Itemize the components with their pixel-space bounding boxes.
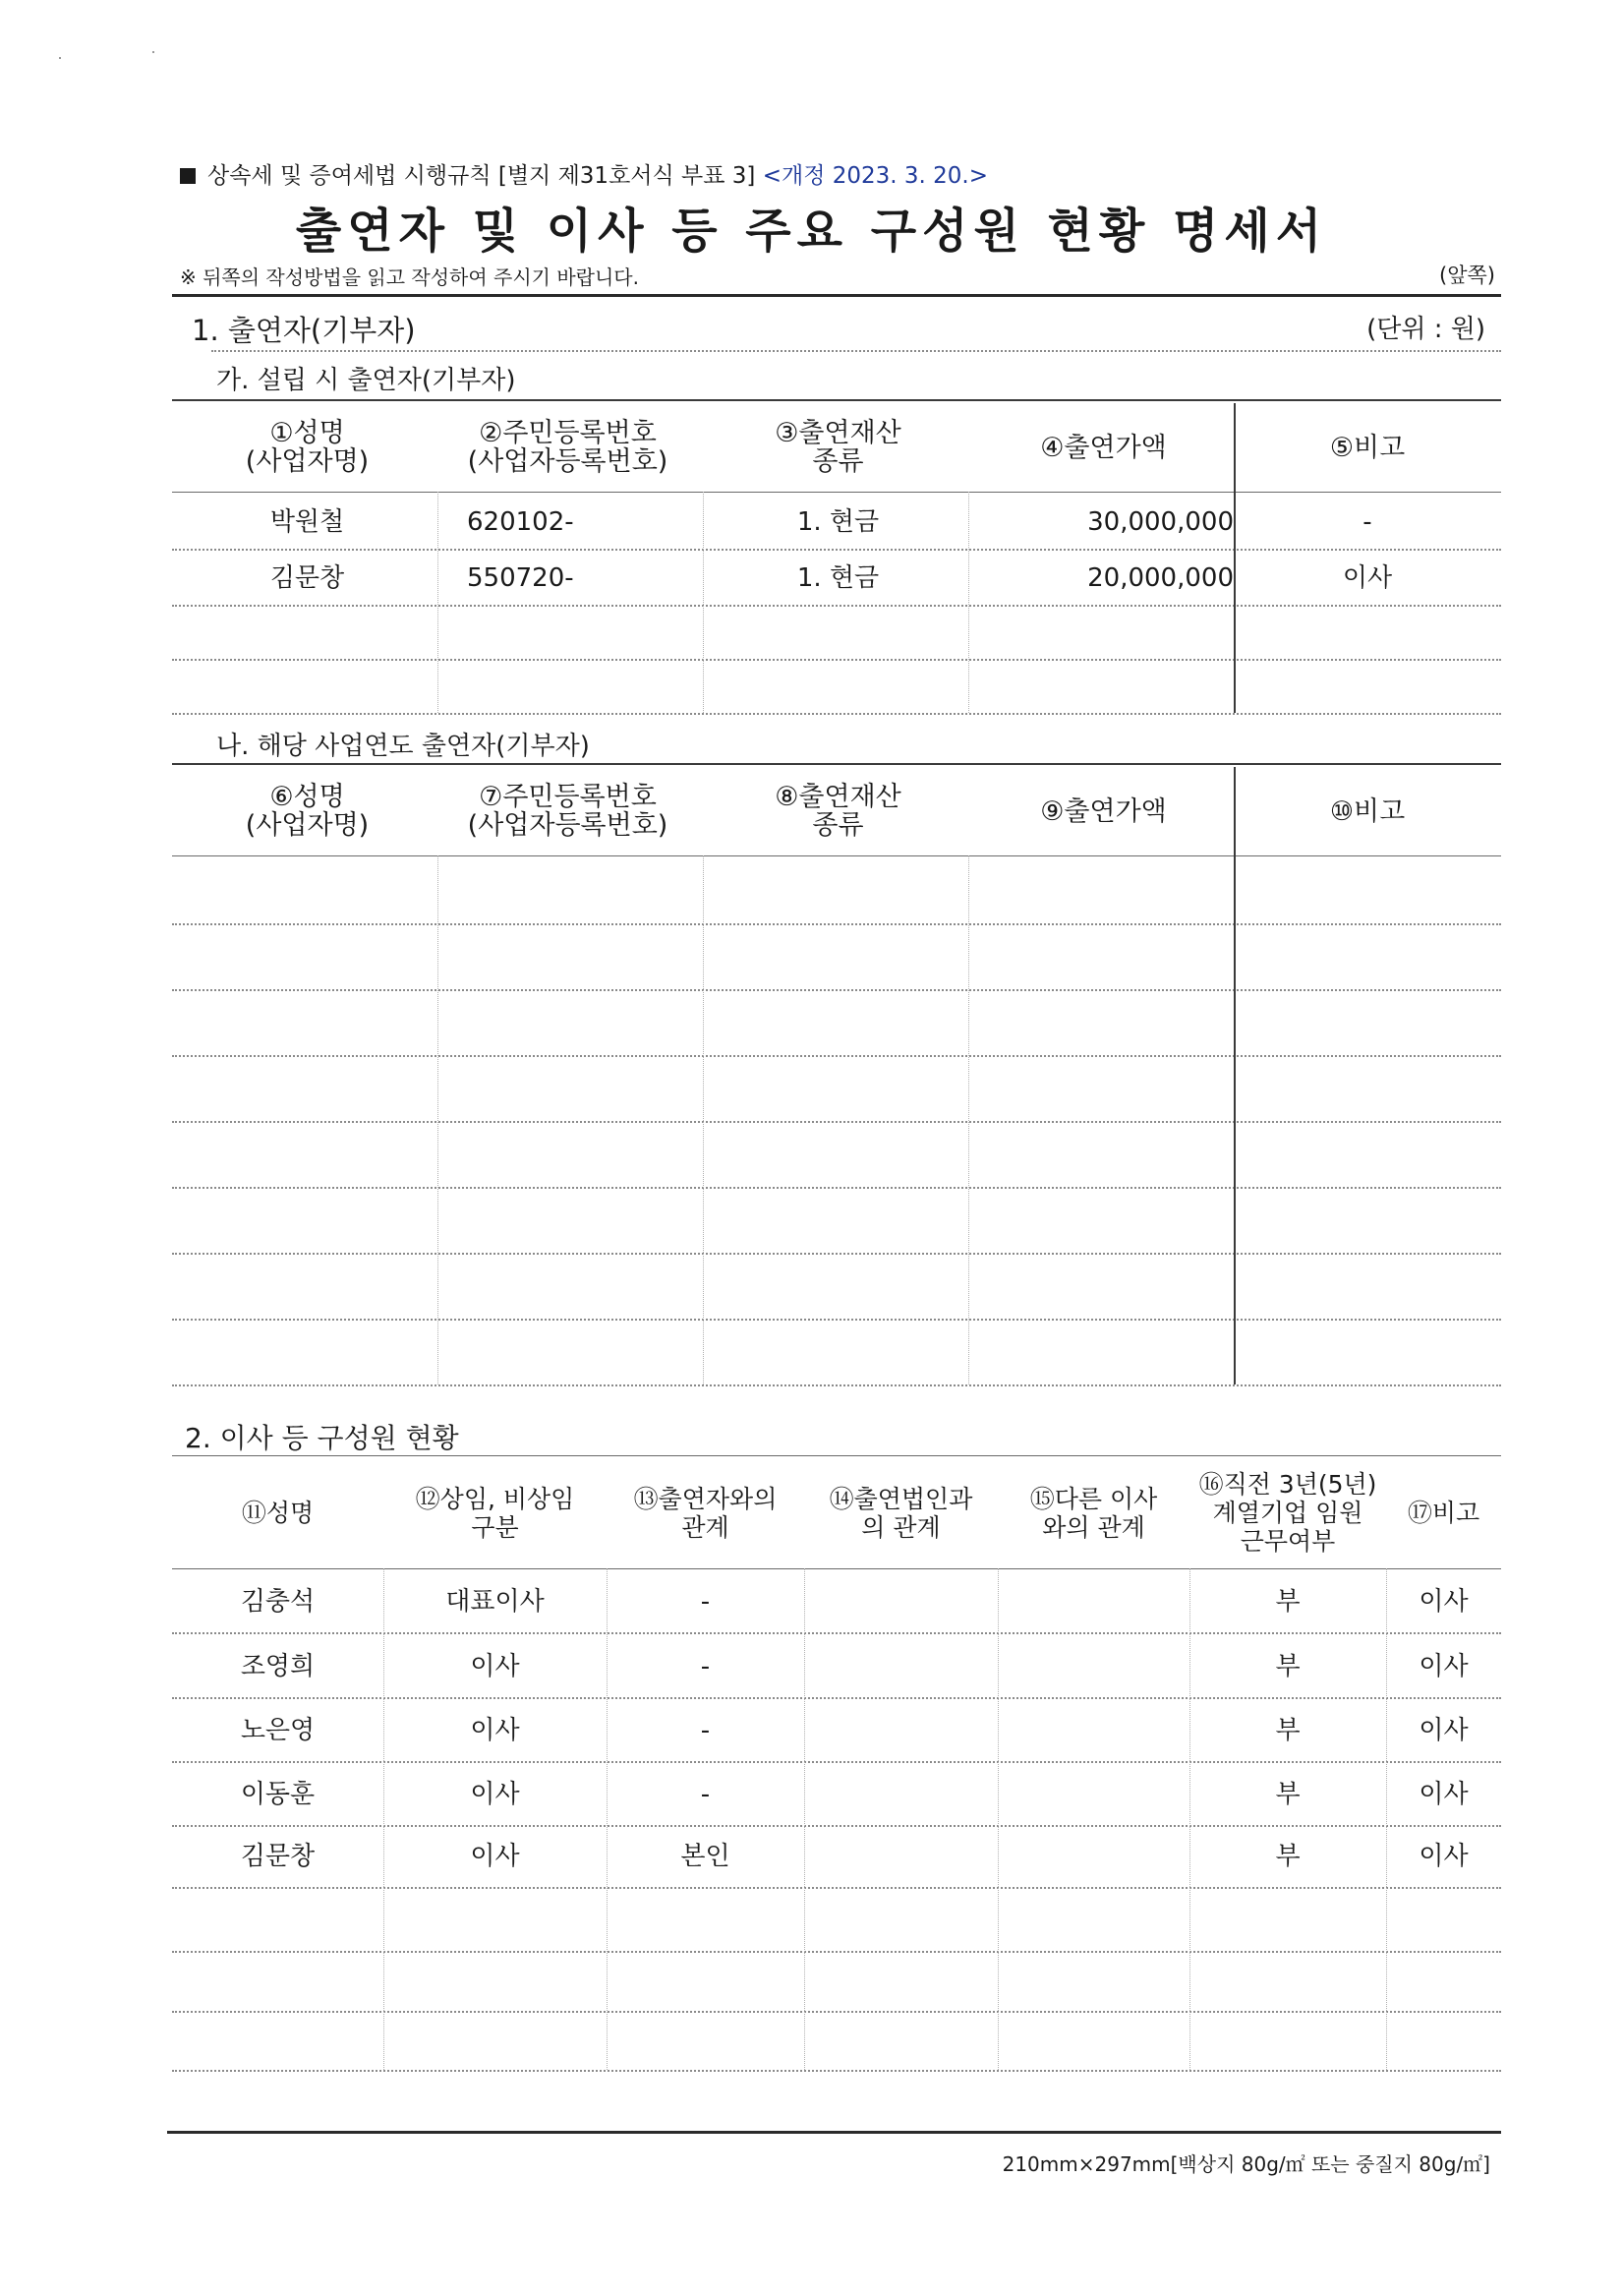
- table-cell: [1189, 2009, 1386, 2070]
- table-cell: 이사: [470, 1652, 520, 1681]
- table-cell: [1234, 1320, 1501, 1384]
- table-cell: [1234, 659, 1501, 713]
- table-header-2: ⑫상임, 비상임 구분: [415, 1484, 575, 1542]
- table-cell: [433, 858, 703, 923]
- table-cell: [804, 1571, 998, 1632]
- table-cell: [433, 1320, 703, 1384]
- table-cell: [703, 1056, 973, 1121]
- table-row-line: [172, 1632, 1501, 1634]
- table-header-1: ⑪성명: [241, 1499, 315, 1527]
- table-header-4: ④출연가액: [1040, 432, 1167, 463]
- table-cell: [182, 1320, 433, 1384]
- table-cell: [998, 1636, 1189, 1697]
- table-cell: [973, 1320, 1234, 1384]
- table-cell: [973, 1188, 1234, 1253]
- table-cell: [703, 605, 973, 659]
- table-cell: [804, 2009, 998, 2070]
- table-cell: 이사: [470, 1780, 520, 1809]
- scan-speck: [59, 57, 61, 59]
- table-cell: 김문창: [269, 562, 345, 593]
- table-cell: [804, 1700, 998, 1761]
- page-side-label: (앞쪽): [1439, 264, 1495, 287]
- table-cell: [804, 1890, 998, 1951]
- scan-speck: [152, 51, 154, 53]
- table-cell: [433, 990, 703, 1055]
- column-divider: [703, 855, 704, 1384]
- table-cell: -: [700, 1716, 711, 1745]
- table-row-line: [172, 1761, 1501, 1763]
- table-cell: 이사: [1419, 1652, 1469, 1681]
- part-a-top-line: [172, 399, 1501, 401]
- table-cell: [182, 990, 433, 1055]
- table-cell: [998, 1890, 1189, 1951]
- table-cell: 이동훈: [240, 1780, 316, 1809]
- column-divider: [968, 855, 969, 1384]
- table-cell: [182, 605, 433, 659]
- table-row-line: [172, 1384, 1501, 1386]
- column-divider: [703, 492, 704, 713]
- remarks-column-divider: [1234, 403, 1236, 713]
- table-cell: [1234, 1188, 1501, 1253]
- column-divider: [607, 1568, 608, 2070]
- table-cell: [182, 1254, 433, 1319]
- table-cell: -: [1362, 506, 1372, 537]
- table-cell: 김문창: [240, 1842, 316, 1871]
- part-a-title: 가. 설립 시 출연자(기부자): [216, 366, 516, 395]
- table-cell: [998, 1764, 1189, 1825]
- table-cell: [973, 659, 1238, 713]
- table-cell: [998, 1826, 1189, 1887]
- table-cell: [804, 1636, 998, 1697]
- table-cell: 1. 현금: [796, 562, 880, 593]
- form-source: [180, 157, 988, 190]
- table-cell: 부: [1275, 1716, 1301, 1745]
- table-cell: 부: [1275, 1652, 1301, 1681]
- part-b-top-line: [172, 763, 1501, 765]
- table-cell: [433, 659, 737, 713]
- table-cell: 620102-: [467, 506, 574, 537]
- header-bottom-line: [172, 492, 1501, 493]
- table-cell: [973, 990, 1234, 1055]
- table-cell: [998, 2009, 1189, 2070]
- table-cell: [703, 659, 973, 713]
- section1-title: 1. 출연자(기부자): [192, 314, 416, 347]
- table-header-5: ⑩비고: [1329, 795, 1406, 827]
- table-header-2: ⑦주민등록번호 (사업자등록번호): [467, 782, 668, 841]
- column-divider: [998, 1568, 999, 2070]
- table-cell: 이사: [1419, 1842, 1469, 1871]
- table-cell: [1234, 605, 1501, 659]
- table-cell: 부: [1275, 1842, 1301, 1871]
- table-cell: [433, 605, 737, 659]
- column-divider: [1189, 1568, 1190, 2070]
- table-cell: [703, 1188, 973, 1253]
- table-cell: [998, 1571, 1189, 1632]
- table-row-line: [172, 1697, 1501, 1699]
- table-cell: [703, 1320, 973, 1384]
- table-cell: [804, 1826, 998, 1887]
- table-cell: [433, 1056, 703, 1121]
- section1-divider: [211, 350, 1501, 352]
- table-cell: [703, 858, 973, 923]
- table-cell: [383, 1950, 607, 2011]
- remarks-column-divider: [1234, 767, 1236, 1384]
- table-header-1: ⑥성명 (사업자명): [245, 782, 370, 841]
- table-cell: 이사: [1342, 562, 1393, 593]
- table-cell: [703, 990, 973, 1055]
- table-cell: [182, 1056, 433, 1121]
- table-cell: [1234, 1056, 1501, 1121]
- table-cell: 노은영: [240, 1716, 316, 1745]
- form-source-text: 상속세 및 증여세법 시행규칙 [별지 제31호서식 부표 3]: [207, 163, 756, 189]
- section2-title: 2. 이사 등 구성원 현황: [185, 1422, 459, 1454]
- table-cell: 20,000,000: [1087, 562, 1234, 593]
- table-header-5: ⑮다른 이사 와의 관계: [1029, 1484, 1158, 1542]
- header-bottom-line: [172, 855, 1501, 856]
- table-cell: [1386, 1890, 1501, 1951]
- table-cell: 김충석: [240, 1587, 316, 1617]
- table-header-4: ⑭출연법인과 의 관계: [829, 1484, 973, 1542]
- table-cell: [804, 1950, 998, 2011]
- footer-divider: [167, 2131, 1501, 2134]
- table-cell: [973, 924, 1234, 989]
- table-cell: [607, 2009, 804, 2070]
- column-divider: [383, 1568, 384, 2070]
- table-cell: [1234, 990, 1501, 1055]
- table-cell: -: [700, 1780, 711, 1809]
- table-row-line: [172, 1887, 1501, 1889]
- table-cell: 이사: [1419, 1780, 1469, 1809]
- table-cell: [1189, 1890, 1386, 1951]
- table-cell: 30,000,000: [1087, 506, 1234, 537]
- table-header-4: ⑨출연가액: [1040, 795, 1167, 827]
- table-cell: [182, 659, 433, 713]
- table-cell: [703, 924, 973, 989]
- table-cell: [998, 1950, 1189, 2011]
- table-cell: [973, 605, 1238, 659]
- table-cell: [433, 1254, 703, 1319]
- table-cell: [607, 1890, 804, 1951]
- table-cell: -: [700, 1652, 711, 1681]
- table-cell: -: [700, 1587, 711, 1617]
- table-cell: 부: [1275, 1587, 1301, 1617]
- unit-label: (단위 : 원): [1366, 315, 1485, 344]
- column-divider: [968, 492, 969, 713]
- table-row-line: [172, 713, 1501, 715]
- table-cell: [1234, 1254, 1501, 1319]
- table-cell: 조영희: [240, 1652, 316, 1681]
- table-cell: [433, 924, 703, 989]
- table-cell: 이사: [1419, 1716, 1469, 1745]
- table-cell: [1386, 1950, 1501, 2011]
- table-cell: [804, 1764, 998, 1825]
- table-cell: [172, 1890, 383, 1951]
- column-divider: [1386, 1568, 1387, 2070]
- table-cell: [433, 1122, 703, 1187]
- table-cell: [973, 1122, 1234, 1187]
- table-cell: 이사: [470, 1716, 520, 1745]
- table-cell: 1. 현금: [796, 506, 880, 537]
- table-cell: [182, 1122, 433, 1187]
- section2-top-line: [172, 1455, 1501, 1456]
- black-square-icon: [180, 168, 196, 184]
- table-cell: [1189, 1950, 1386, 2011]
- table-cell: [182, 1188, 433, 1253]
- table-cell: [1234, 858, 1501, 923]
- table-header-1: ①성명 (사업자명): [245, 418, 370, 477]
- table-cell: [172, 1950, 383, 2011]
- table-cell: [433, 1188, 703, 1253]
- table-cell: [973, 1056, 1234, 1121]
- table-cell: 본인: [680, 1842, 730, 1871]
- table-cell: 부: [1275, 1780, 1301, 1809]
- table-cell: 550720-: [467, 562, 574, 593]
- header-divider: [172, 294, 1501, 297]
- table-cell: [973, 858, 1234, 923]
- table-header-6: ⑯직전 3년(5년) 계열기업 임원 근무여부: [1198, 1470, 1377, 1556]
- table-cell: [1234, 1122, 1501, 1187]
- header-bottom-line: [172, 1568, 1501, 1569]
- table-cell: [1234, 924, 1501, 989]
- table-cell: [182, 858, 433, 923]
- column-divider: [437, 855, 438, 1384]
- table-cell: [973, 1254, 1234, 1319]
- table-cell: [1386, 2009, 1501, 2070]
- table-header-3: ⑧출연재산 종류: [775, 782, 901, 841]
- table-cell: [703, 1254, 973, 1319]
- table-cell: [182, 924, 433, 989]
- table-header-2: ②주민등록번호 (사업자등록번호): [467, 418, 668, 477]
- table-header-7: ⑰비고: [1407, 1499, 1480, 1527]
- column-divider: [804, 1568, 805, 2070]
- table-cell: 이사: [470, 1842, 520, 1871]
- table-cell: [172, 2009, 383, 2070]
- instruction-notice: ※ 뒤쪽의 작성방법을 읽고 작성하여 주시기 바랍니다.: [180, 265, 639, 289]
- paper-spec: 210mm×297mm[백상지 80g/㎡ 또는 중질지 80g/㎡]: [1002, 2152, 1490, 2176]
- table-header-3: ③출연재산 종류: [775, 418, 901, 477]
- table-header-3: ⑬출연자와의 관계: [633, 1484, 778, 1542]
- table-row-line: [172, 2070, 1501, 2072]
- table-cell: [607, 1950, 804, 2011]
- table-cell: [383, 1890, 607, 1951]
- document-title: 출연자 및 이사 등 주요 구성원 현황 명세서: [295, 204, 1328, 259]
- part-b-title: 나. 해당 사업연도 출연자(기부자): [216, 732, 590, 761]
- table-cell: 대표이사: [445, 1587, 545, 1617]
- table-cell: [998, 1700, 1189, 1761]
- table-cell: 이사: [1419, 1587, 1469, 1617]
- revision-date: <개정 2023. 3. 20.>: [762, 163, 988, 189]
- table-cell: 박원철: [269, 506, 345, 537]
- table-header-5: ⑤비고: [1329, 432, 1406, 463]
- table-cell: [703, 1122, 973, 1187]
- table-cell: [383, 2009, 607, 2070]
- column-divider: [437, 492, 438, 713]
